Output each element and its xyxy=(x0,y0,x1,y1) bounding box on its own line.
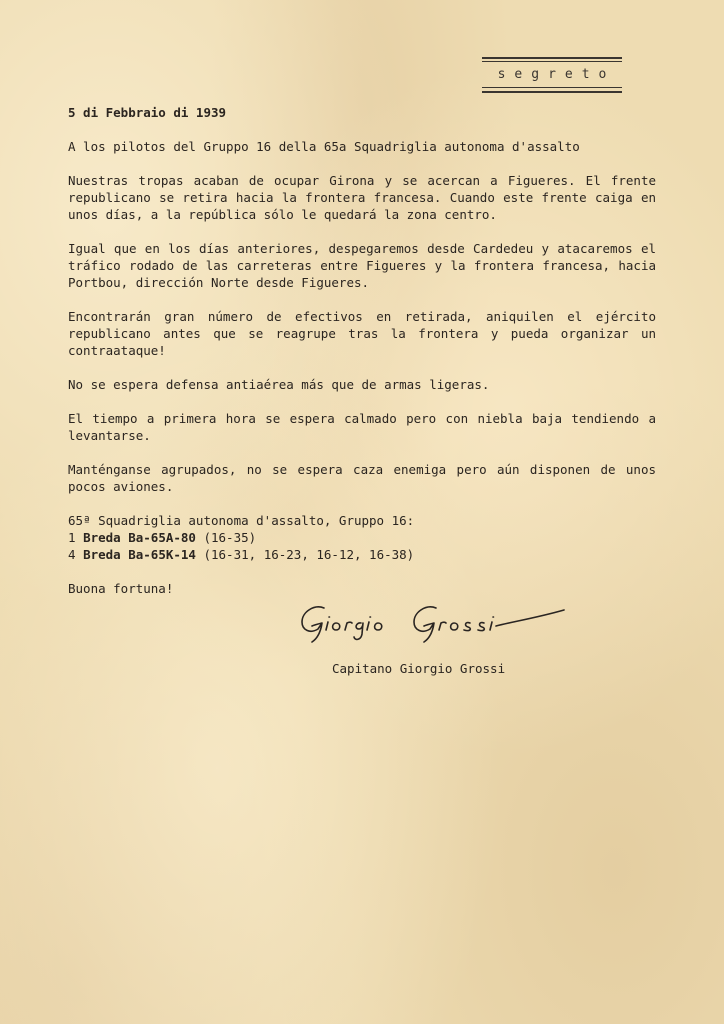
letter-salutation: A los pilotos del Gruppo 16 della 65a Squadriglia autonoma d'assalto xyxy=(68,139,580,154)
paragraph-5: El tiempo a primera hora se espera calmado pero con niebla baja tendiendo a levantarse. xyxy=(68,411,656,443)
unit-count: 1 xyxy=(68,530,76,545)
handwritten-signature xyxy=(296,596,586,646)
letter-date: 5 di Febbraio di 1939 xyxy=(68,105,227,120)
stamp-bottom-rule-thin xyxy=(482,87,622,88)
paragraph-6: Manténganse agrupados, no se espera caza enemiga pero aún disponen de unos pocos aviones. xyxy=(68,462,656,494)
secret-stamp xyxy=(482,57,622,93)
paragraph-2: Igual que en los días anteriores, despegaremos desde Cardedeu y atacaremos el tráfico rodado de las carreteras entre Figueres y la frontera francesa, hacia Portbou, dirección Norte desde Figueres. xyxy=(68,241,656,290)
stamp-top-rule-thin xyxy=(482,61,622,62)
letter-body xyxy=(68,104,656,614)
stamp-top-rule xyxy=(482,57,622,59)
letter-closing: Buona fortuna! xyxy=(68,581,174,596)
aircraft-model: Breda Ba-65A-80 xyxy=(83,530,196,545)
paragraph-1: Nuestras tropas acaban de ocupar Girona y se acercan a Figueres. El frente republicano se retira hacia la frontera francesa. Cuando este frente caiga en unos días, a la república sólo le quedará la zona centro. xyxy=(68,173,656,222)
unit-roster xyxy=(68,512,656,563)
paragraph-4: No se espera defensa antiaérea más que de armas ligeras. xyxy=(68,377,490,392)
stamp-bottom-rule xyxy=(482,91,622,93)
aircraft-codes: (16-35) xyxy=(203,530,257,545)
aircraft-codes: (16-31, 16-23, 16-12, 16-38) xyxy=(203,547,415,562)
aircraft-model: Breda Ba-65K-14 xyxy=(83,547,196,562)
paragraph-3: Encontrarán gran número de efectivos en retirada, aniquilen el ejército republicano antes que se reagrupe tras la frontera y pueda organizar un contraataque! xyxy=(68,309,656,358)
unit-line xyxy=(68,546,656,563)
unit-line xyxy=(68,529,656,546)
signer-name: Capitano Giorgio Grossi xyxy=(332,661,506,676)
unit-roster-header: 65ª Squadriglia autonoma d'assalto, Gruppo 16: xyxy=(68,513,415,528)
unit-count: 4 xyxy=(68,547,76,562)
stamp-label: segreto xyxy=(497,67,616,82)
